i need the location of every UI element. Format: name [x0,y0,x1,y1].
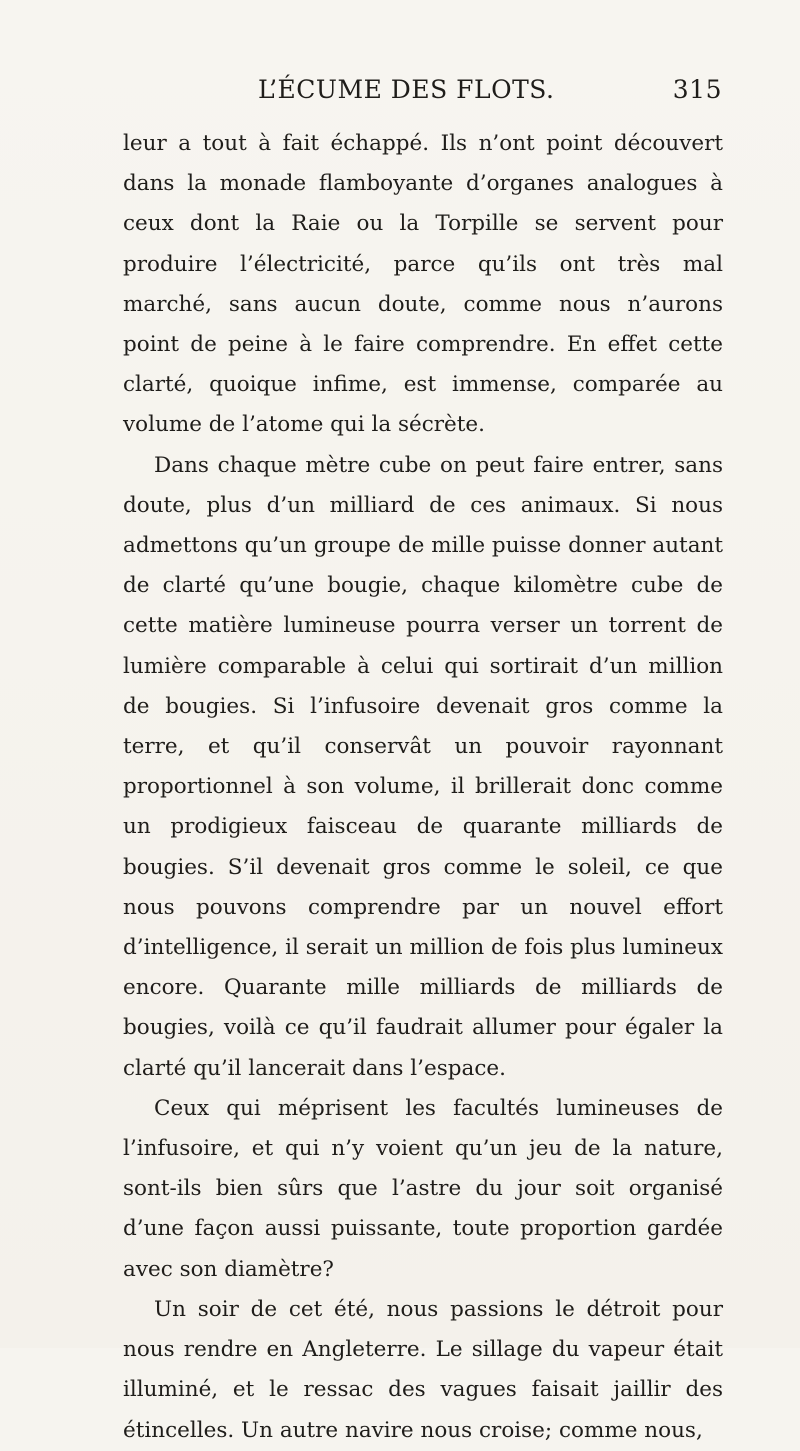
paragraph-3: Ceux qui méprisent les facultés lumineuses de l’infusoire, et qui n’y voient qu’un jeu de la nature, sont-ils bien sûrs que l’astre du jour soit organisé d’une façon aussi puissante, toute proportion gardée avec son diamètre? [123,1095,723,1282]
running-title: L’ÉCUME DES FLOTS. [258,75,555,104]
paragraph-2: Dans chaque mètre cube on peut faire entrer, sans doute, plus d’un milliard de ces animaux. Si nous admettons qu’un groupe de mille puisse donner autant de clarté qu’une bougie, chaque kilomètre cube de cette matière lumineuse pourra verser un torrent de lumière comparable à celui qui sortirait d’un million de bougies. Si l’infusoire devenait gros comme la terre, et qu’il conservât un pouvoir rayonnant proportionnel à son volume, il brillerait donc comme un prodigieux faisceau de quarante milliards de bougies. S’il devenait gros comme le soleil, ce que nous pouvons comprendre par un nouvel effort d’intelligence, il serait un million de fois plus lumineux encore. Quarante mille milliards de milliards de bougies, voilà ce qu’il faudrait allumer pour égaler la clarté qu’il lancerait dans l’espace. [123,452,723,1081]
page-number: 315 [672,75,722,104]
running-head [123,70,722,110]
body-text [123,124,723,1451]
paragraph-1: leur a tout à fait échappé. Ils n’ont point découvert dans la monade flamboyante d’organes analogues à ceux dont la Raie ou la Torpille se servent pour produire l’électricité, parce qu’ils ont très mal marché, sans aucun doute, comme nous n’aurons point de peine à le faire comprendre. En effet cette clarté, quoique infime, est immense, comparée au volume de l’atome qui la sécrète. [123,131,723,438]
paragraph-4: Un soir de cet été, nous passions le détroit pour nous rendre en Angleterre. Le sillage du vapeur était illuminé, et le ressac des vagues faisait jaillir des étincelles. Un autre navire nous croise; comme nous, [123,1296,723,1443]
